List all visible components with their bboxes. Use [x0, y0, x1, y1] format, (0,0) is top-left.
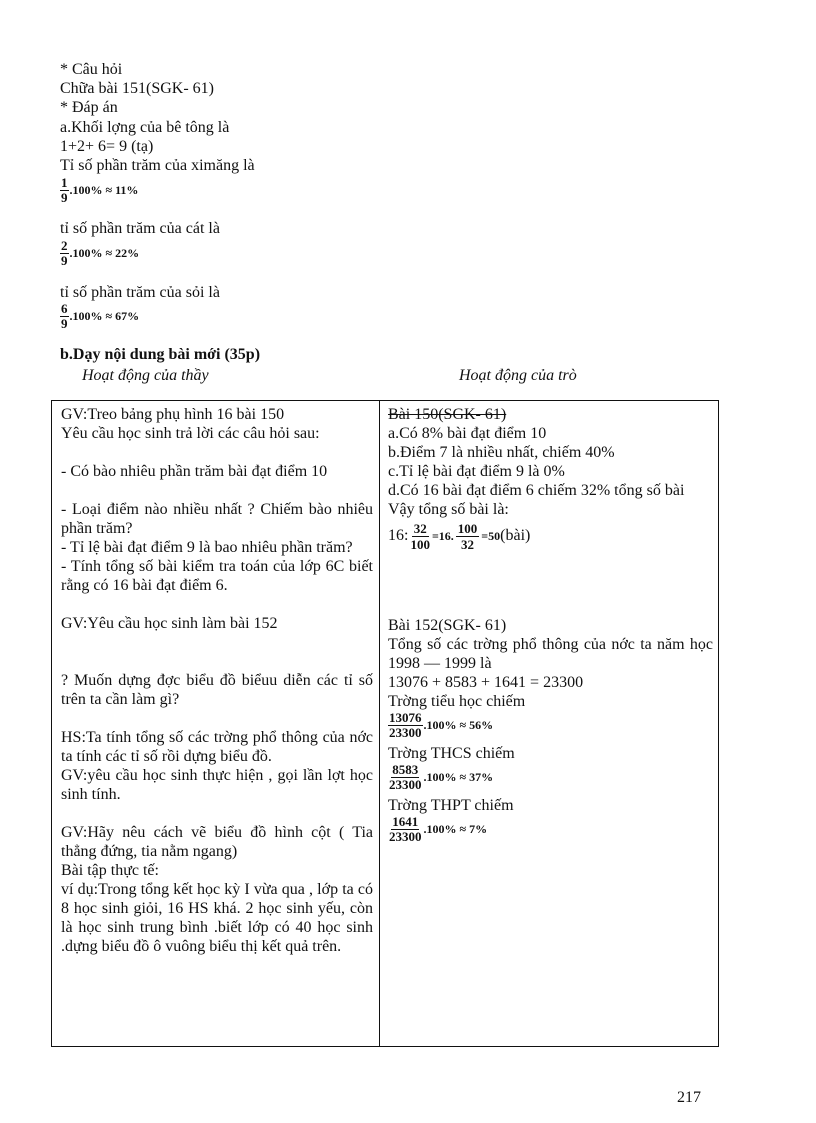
fraction-denominator: 100 [410, 537, 430, 552]
teacher-line: GV:Yêu cầu học sinh làm bài 152 [61, 615, 278, 632]
fraction-numerator: 1641 [392, 814, 419, 829]
eq-part: =50 [481, 529, 501, 544]
teacher-question: - Tỉ lệ bài đạt điểm 9 là bao nhiêu phần trăm? [61, 539, 353, 556]
student-line: b.Điểm 7 là nhiều nhất, chiếm 40% [388, 444, 615, 461]
teacher-question: - Có bào nhiêu phần trăm bài đạt điểm 10 [61, 463, 328, 480]
student-line: 13076 + 8583 + 1641 = 23300 [388, 674, 584, 691]
fraction-denominator: 23300 [389, 829, 422, 844]
total-equation [388, 521, 713, 552]
fraction-result: .100% ≈ 7% [423, 822, 488, 837]
section-heading: b.Dạy nội dung bài mới (35p) [60, 346, 261, 363]
exercise-label: Bài tập thực tế: [61, 862, 159, 879]
student-line: d.Có 16 bài đạt điểm 6 chiếm 32% tổng số bài [388, 482, 685, 499]
fraction-denominator: 9 [61, 253, 68, 268]
fraction-result: .100% ≈ 37% [423, 770, 494, 785]
teacher-question: - Tính tổng số bài kiểm tra toán của lớp 6C biết rằng có 16 bài đạt điểm 6. [61, 558, 373, 594]
student-line: a.Có 8% bài đạt điểm 10 [388, 425, 547, 442]
teacher-line: GV:Treo bảng phụ hình 16 bài 150 [61, 406, 285, 423]
student-column-header: Hoạt động của trò [459, 367, 577, 384]
teacher-question: - Loại điểm nào nhiều nhất ? Chiếm bào nhiêu phần trăm? [61, 501, 373, 537]
fraction-denominator: 23300 [389, 725, 422, 740]
exercise-text: ví dụ:Trong tổng kết học kỳ I vừa qua , lớp ta có 8 học sinh giỏi, 16 HS khá. 2 học sinh yếu, còn là học sinh trung bình .biết lớp có 40 học sinh .dựng biểu đồ ô vuông biểu thị kết quả trên. [61, 881, 373, 955]
gravel-label: tỉ số phần trăm của sỏi là [60, 284, 220, 301]
teacher-column-header: Hoạt động của thầy [82, 367, 209, 384]
answer-label: * Đáp án [60, 99, 118, 116]
teacher-line: Yêu cầu học sinh trả lời các câu hỏi sau: [61, 425, 320, 442]
teacher-line: GV:Hãy nêu cách vẽ biểu đồ hình cột ( Tia thẳng đứng, tia nằm ngang) [61, 824, 373, 860]
teacher-question: ? Muốn dựng đợc biểu đồ biểuu diễn các tỉ số trên ta cần làm gì? [61, 672, 373, 708]
fraction-numerator: 8583 [392, 762, 419, 777]
activity-table [51, 400, 719, 1047]
teacher-line: GV:yêu cầu học sinh thực hiện , gọi lần lợt học sinh tính. [61, 767, 373, 803]
answer-line-a: a.Khối lợng của bê tông là [60, 119, 230, 136]
student-line: Tổng số các trờng phổ thông của nớc ta năm học 1998 — 1999 là [388, 636, 713, 672]
fraction-denominator: 9 [61, 316, 68, 331]
answer-line-sum: 1+2+ 6= 9 (tạ) [60, 138, 154, 155]
page-number: 217 [677, 1089, 701, 1106]
eq-unit: (bài) [500, 527, 531, 545]
fraction-denominator: 32 [461, 537, 475, 552]
eq-part: 16: [388, 527, 409, 545]
student-line: Trờng tiểu học chiếm [388, 693, 526, 710]
fraction-result: .100% ≈ 56% [423, 718, 494, 733]
fraction-numerator: 6 [61, 301, 68, 316]
student-activity-cell [388, 405, 713, 844]
fraction-numerator: 32 [413, 521, 427, 536]
fraction-numerator: 100 [457, 521, 478, 536]
student-line: Trờng THPT chiếm [388, 797, 514, 814]
student-line: Vậy tổng số bài là: [388, 501, 509, 518]
fraction-result: .100% ≈ 22% [69, 246, 140, 261]
fraction-numerator: 13076 [389, 710, 422, 725]
cement-label: Tỉ số phần trăm của ximăng là [60, 157, 255, 174]
exercise-title: Chữa bài 151(SGK- 61) [60, 80, 214, 97]
student-line: Trờng THCS chiếm [388, 745, 515, 762]
fraction-denominator: 9 [61, 190, 68, 205]
fraction-numerator: 1 [61, 175, 68, 190]
primary-fraction [388, 711, 713, 740]
student-line: c.Tỉ lệ bài đạt điểm 9 là 0% [388, 463, 565, 480]
cement-fraction [60, 176, 138, 205]
fraction-result: .100% ≈ 11% [69, 183, 139, 198]
highschool-fraction [388, 815, 713, 844]
fraction-result: .100% ≈ 67% [69, 309, 140, 324]
fraction-numerator: 2 [61, 238, 68, 253]
exercise-150-title: Bài 150(SGK- 61) [388, 406, 507, 423]
column-divider [379, 401, 380, 1046]
gravel-fraction [60, 302, 139, 331]
fraction-denominator: 23300 [389, 777, 422, 792]
sand-label: tỉ số phần trăm của cát là [60, 220, 220, 237]
student-answer: HS:Ta tính tổng số các trờng phổ thông của nớc ta tính các tỉ số rồi dựng biểu đồ. [61, 729, 373, 765]
sand-fraction [60, 239, 139, 268]
exercise-152-title: Bài 152(SGK- 61) [388, 617, 507, 634]
teacher-activity-cell [61, 405, 373, 956]
secondary-fraction [388, 763, 713, 792]
eq-part: =16. [431, 529, 454, 544]
question-label: * Câu hỏi [60, 61, 123, 78]
